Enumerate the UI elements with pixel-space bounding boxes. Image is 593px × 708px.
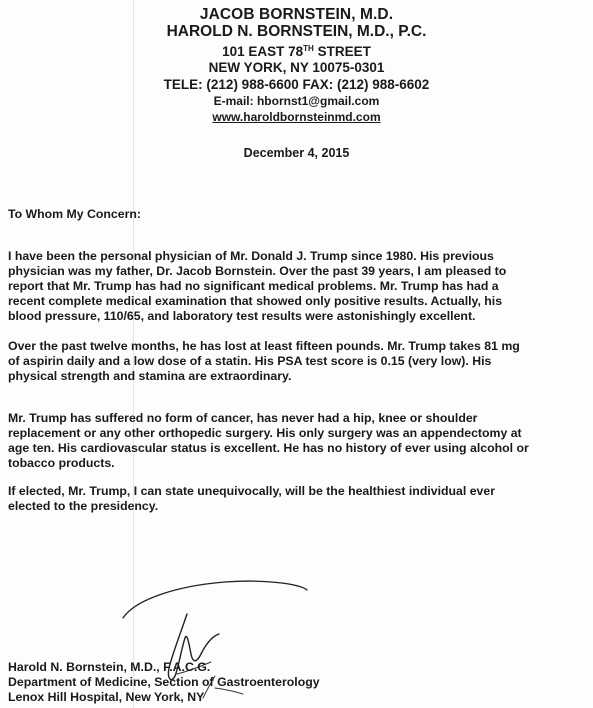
letterhead-name-harold: HAROLD N. BORNSTEIN, M.D., P.C. bbox=[166, 23, 427, 40]
letterhead-email: E-mail: hbornst1@gmail.com bbox=[213, 94, 380, 108]
letterhead-street-address bbox=[0, 41, 593, 60]
paragraph-4 bbox=[8, 484, 588, 514]
letter-date: December 4, 2015 bbox=[243, 146, 350, 160]
paragraph-line: Over the past twelve months, he has lost at least fifteen pounds. Mr. Trump takes 81 mg bbox=[8, 339, 520, 353]
letterhead-city: NEW YORK, NY 10075-0301 bbox=[208, 60, 385, 75]
signatory-department: Department of Medicine, Section of Gastroenterology bbox=[8, 675, 320, 689]
signatory-name: Harold N. Bornstein, M.D., F.A.C.G. bbox=[8, 660, 211, 674]
paragraph-1 bbox=[8, 249, 588, 324]
paragraph-line: Mr. Trump has suffered no form of cancer, has never had a hip, knee or shoulder bbox=[8, 411, 478, 425]
paragraph-line: blood pressure, 110/65, and laboratory test results were astonishingly excellent. bbox=[8, 309, 476, 323]
paragraph-line: If elected, Mr. Trump, I can state unequivocally, will be the healthiest individual ever bbox=[8, 484, 495, 498]
street-ordinal: TH bbox=[303, 44, 314, 53]
paragraph-line: physical strength and stamina are extraordinary. bbox=[8, 369, 292, 383]
paragraph-line: I have been the personal physician of Mr. Donald J. Trump since 1980. His previous bbox=[8, 249, 494, 263]
paragraph-line: recent complete medical examination that showed only positive results. Actually, his bbox=[8, 294, 503, 308]
paragraph-3 bbox=[8, 411, 588, 471]
paragraph-line: elected to the presidency. bbox=[8, 499, 159, 513]
signature-block bbox=[8, 660, 320, 705]
signatory-hospital: Lenox Hill Hospital, New York, NY bbox=[8, 690, 205, 704]
letterhead-name-jacob: JACOB BORNSTEIN, M.D. bbox=[199, 6, 394, 23]
letterhead-phone-fax: TELE: (212) 988-6600 FAX: (212) 988-6602 bbox=[163, 77, 430, 92]
salutation: To Whom My Concern: bbox=[8, 207, 141, 221]
paragraph-line: replacement or any other orthopedic surgery. His only surgery was an appendectomy at bbox=[8, 426, 522, 440]
paragraph-2 bbox=[8, 339, 588, 384]
letterhead bbox=[0, 6, 593, 125]
paragraph-line: physician was my father, Dr. Jacob Bornstein. Over the past 39 years, I am pleased to bbox=[8, 264, 507, 278]
letterhead-website-link[interactable]: www.haroldbornsteinmd.com bbox=[212, 110, 381, 124]
paragraph-line: of aspirin daily and a low dose of a statin. His PSA test score is 0.15 (very low). His bbox=[8, 354, 492, 368]
paragraph-line: age ten. His cardiovascular status is excellent. He has no history of ever using alcohol or bbox=[8, 441, 529, 455]
paragraph-line: report that Mr. Trump has had no significant medical problems. Mr. Trump has had a bbox=[8, 279, 499, 293]
street-number: 101 EAST 78 bbox=[222, 44, 304, 59]
paragraph-line: tobacco products. bbox=[8, 456, 115, 470]
street-name: STREET bbox=[313, 44, 371, 59]
